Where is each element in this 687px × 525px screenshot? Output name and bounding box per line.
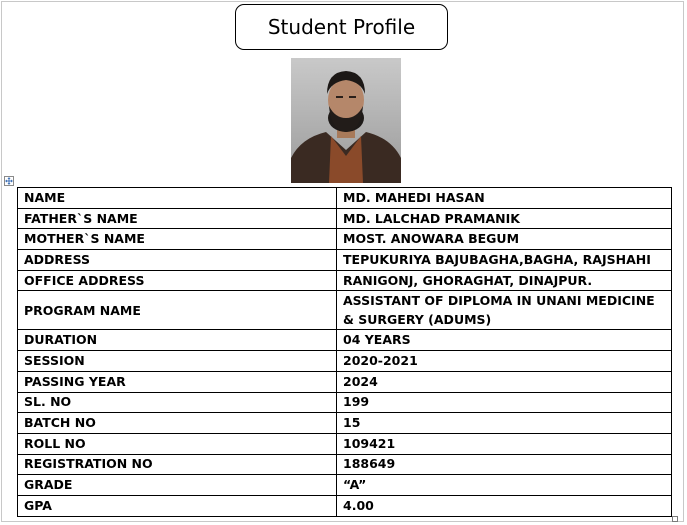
table-row — [18, 208, 672, 229]
session-label: SESSION — [18, 351, 337, 372]
passing-year-label: PASSING YEAR — [18, 371, 337, 392]
grade-value: “A” — [337, 475, 672, 496]
grade-label: GRADE — [18, 475, 337, 496]
table-row — [18, 188, 672, 209]
table-row — [18, 291, 672, 330]
table-row — [18, 330, 672, 351]
mothers-name-label: MOTHER`S NAME — [18, 229, 337, 250]
gpa-label: GPA — [18, 495, 337, 516]
mothers-name-value: MOST. ANOWARA BEGUM — [337, 229, 672, 250]
sl-no-label: SL. NO — [18, 392, 337, 413]
passing-year-value: 2024 — [337, 371, 672, 392]
table-row — [18, 250, 672, 271]
duration-value: 04 YEARS — [337, 330, 672, 351]
office-address-label: OFFICE ADDRESS — [18, 270, 337, 291]
table-move-icon[interactable] — [4, 176, 14, 186]
table-row — [18, 433, 672, 454]
program-name-value: ASSISTANT OF DIPLOMA IN UNANI MEDICINE & SURGERY (ADUMS) — [337, 291, 672, 330]
table-row — [18, 475, 672, 496]
name-value: MD. MAHEDI HASAN — [337, 188, 672, 209]
registration-no-label: REGISTRATION NO — [18, 454, 337, 475]
session-value: 2020-2021 — [337, 351, 672, 372]
address-label: ADDRESS — [18, 250, 337, 271]
sl-no-value: 199 — [337, 392, 672, 413]
table-row — [18, 270, 672, 291]
table-row — [18, 454, 672, 475]
batch-no-label: BATCH NO — [18, 413, 337, 434]
page-title: Student Profile — [235, 4, 448, 50]
table-row — [18, 413, 672, 434]
address-value: TEPUKURIYA BAJUBAGHA,BAGHA, RAJSHAHI — [337, 250, 672, 271]
student-photo — [291, 58, 401, 183]
table-row — [18, 229, 672, 250]
office-address-value: RANIGONJ, GHORAGHAT, DINAJPUR. — [337, 270, 672, 291]
duration-label: DURATION — [18, 330, 337, 351]
fathers-name-value: MD. LALCHAD PRAMANIK — [337, 208, 672, 229]
program-name-label: PROGRAM NAME — [18, 291, 337, 330]
table-row — [18, 392, 672, 413]
fathers-name-label: FATHER`S NAME — [18, 208, 337, 229]
gpa-value: 4.00 — [337, 495, 672, 516]
name-label: NAME — [18, 188, 337, 209]
registration-no-value: 188649 — [337, 454, 672, 475]
batch-no-value: 15 — [337, 413, 672, 434]
profile-table — [17, 187, 672, 517]
roll-no-label: ROLL NO — [18, 433, 337, 454]
table-row — [18, 495, 672, 516]
roll-no-value: 109421 — [337, 433, 672, 454]
resize-handle-icon[interactable] — [672, 516, 678, 522]
table-row — [18, 371, 672, 392]
table-row — [18, 351, 672, 372]
